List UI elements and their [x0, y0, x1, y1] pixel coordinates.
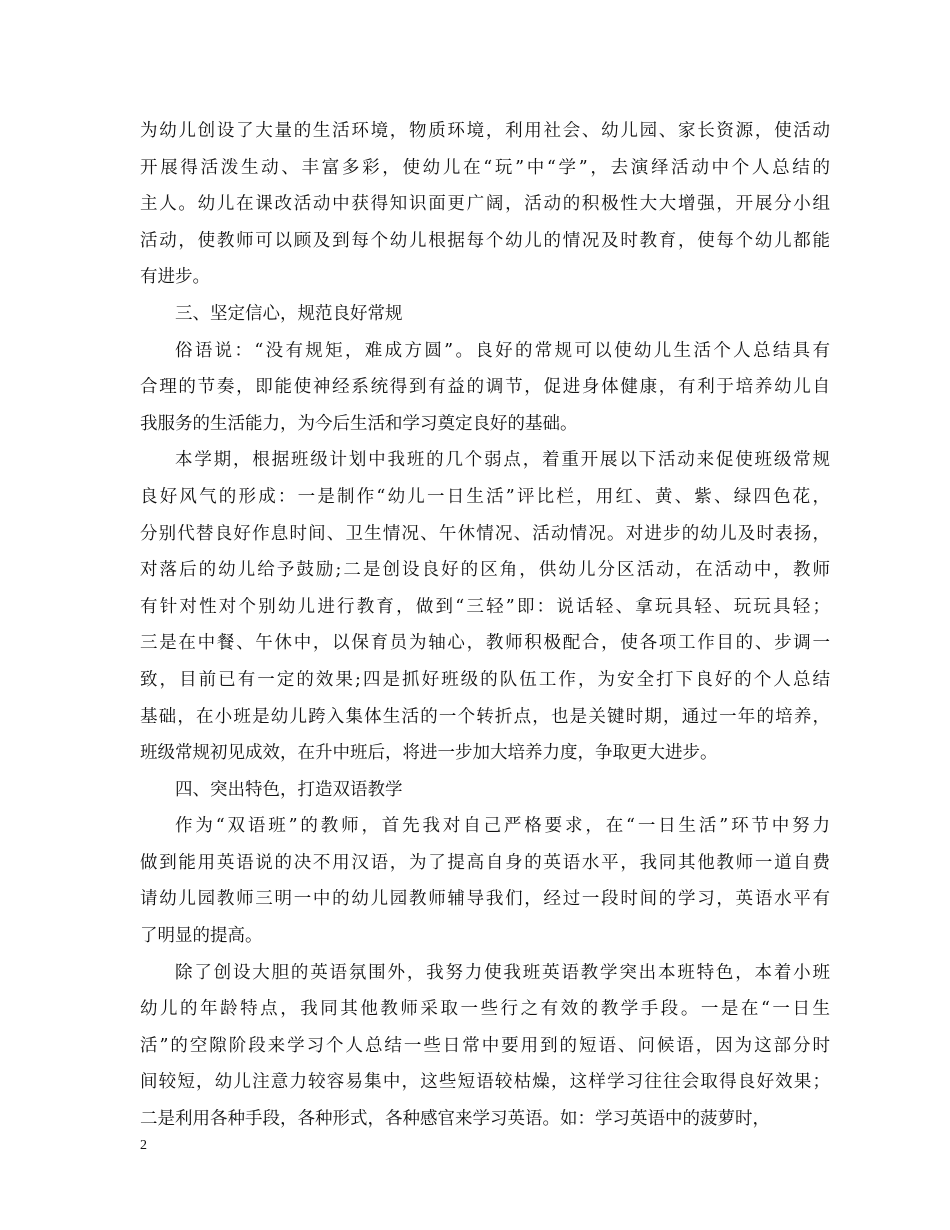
text-line: 有针对性对个别幼儿进行教育，做到“三轻”即：说话轻、拿玩具轻、玩玩具轻；	[140, 596, 830, 617]
text-line: 做到能用英语说的决不用汉语，为了提高自身的英语水平，我同其他教师一道自费	[140, 852, 830, 873]
text-line: 活”的空隙阶段来学习个人总结一些日常中要用到的短语、问候语，因为这部分时	[140, 1035, 830, 1056]
page-number: 2	[140, 1138, 147, 1153]
text-line: 合理的节奏，即能使神经系统得到有益的调节，促进身体健康，有利于培养幼儿自	[140, 377, 830, 398]
text-line: 我服务的生活能力，为今后生活和学习奠定良好的基础。	[140, 413, 578, 434]
text-line: 作为“双语班”的教师，首先我对自己严格要求，在“一日生活”环节中努力	[175, 816, 830, 837]
text-line: 幼儿的年龄特点，我同其他教师采取一些行之有效的教学手段。一是在“一日生	[140, 999, 830, 1020]
text-line: 为幼儿创设了大量的生活环境，物质环境，利用社会、幼儿园、家长资源，使活动	[140, 121, 830, 141]
text-line: 主人。幼儿在课改活动中获得知识面更广阔，活动的积极性大大增强，开展分小组	[140, 194, 830, 215]
text-line: 活动，使教师可以顾及到每个幼儿根据每个幼儿的情况及时教育，使每个幼儿都能	[140, 230, 830, 251]
text-line: 除了创设大胆的英语氛围外，我努力使我班英语教学突出本班特色，本着小班	[175, 962, 830, 983]
text-line: 致，目前已有一定的效果;四是抓好班级的队伍工作，为安全打下良好的个人总结	[140, 669, 830, 690]
text-line: 二是利用各种手段，各种形式，各种感官来学习英语。如：学习英语中的菠萝时，	[140, 1109, 770, 1130]
text-line: 基础，在小班是幼儿跨入集体生活的一个转折点，也是关键时期，通过一年的培养，	[140, 706, 830, 727]
text-line: 开展得活泼生动、丰富多彩，使幼儿在“玩”中“学”，去演绎活动中个人总结的	[140, 157, 830, 178]
text-line: 班级常规初见成效，在升中班后，将进一步加大培养力度，争取更大进步。	[140, 743, 718, 764]
text-line: 间较短，幼儿注意力较容易集中，这些短语较枯燥，这样学习往往会取得良好效果；	[140, 1072, 830, 1093]
text-line: 请幼儿园教师三明一中的幼儿园教师辅导我们，经过一段时间的学习，英语水平有	[140, 889, 830, 910]
text-line: 了明显的提高。	[140, 926, 263, 947]
text-line: 有进步。	[140, 267, 210, 288]
text-line: 四、突出特色，打造双语教学	[175, 779, 403, 800]
text-line: 良好风气的形成：一是制作“幼儿一日生活”评比栏，用红、黄、紫、绿四色花，	[140, 486, 830, 507]
document-body	[140, 113, 830, 1138]
text-line: 本学期，根据班级计划中我班的几个弱点，着重开展以下活动来促使班级常规	[175, 450, 830, 471]
text-line: 三是在中餐、午休中，以保育员为轴心，教师积极配合，使各项工作目的、步调一	[140, 633, 830, 654]
text-line: 俗语说：“没有规矩，难成方圆”。良好的常规可以使幼儿生活个人总结具有	[175, 340, 830, 361]
text-line: 分别代替良好作息时间、卫生情况、午休情况、活动情况。对进步的幼儿及时表扬，	[140, 523, 830, 544]
text-line: 对落后的幼儿给予鼓励;二是创设良好的区角，供幼儿分区活动，在活动中，教师	[140, 560, 830, 581]
text-line: 三、坚定信心，规范良好常规	[175, 303, 403, 324]
